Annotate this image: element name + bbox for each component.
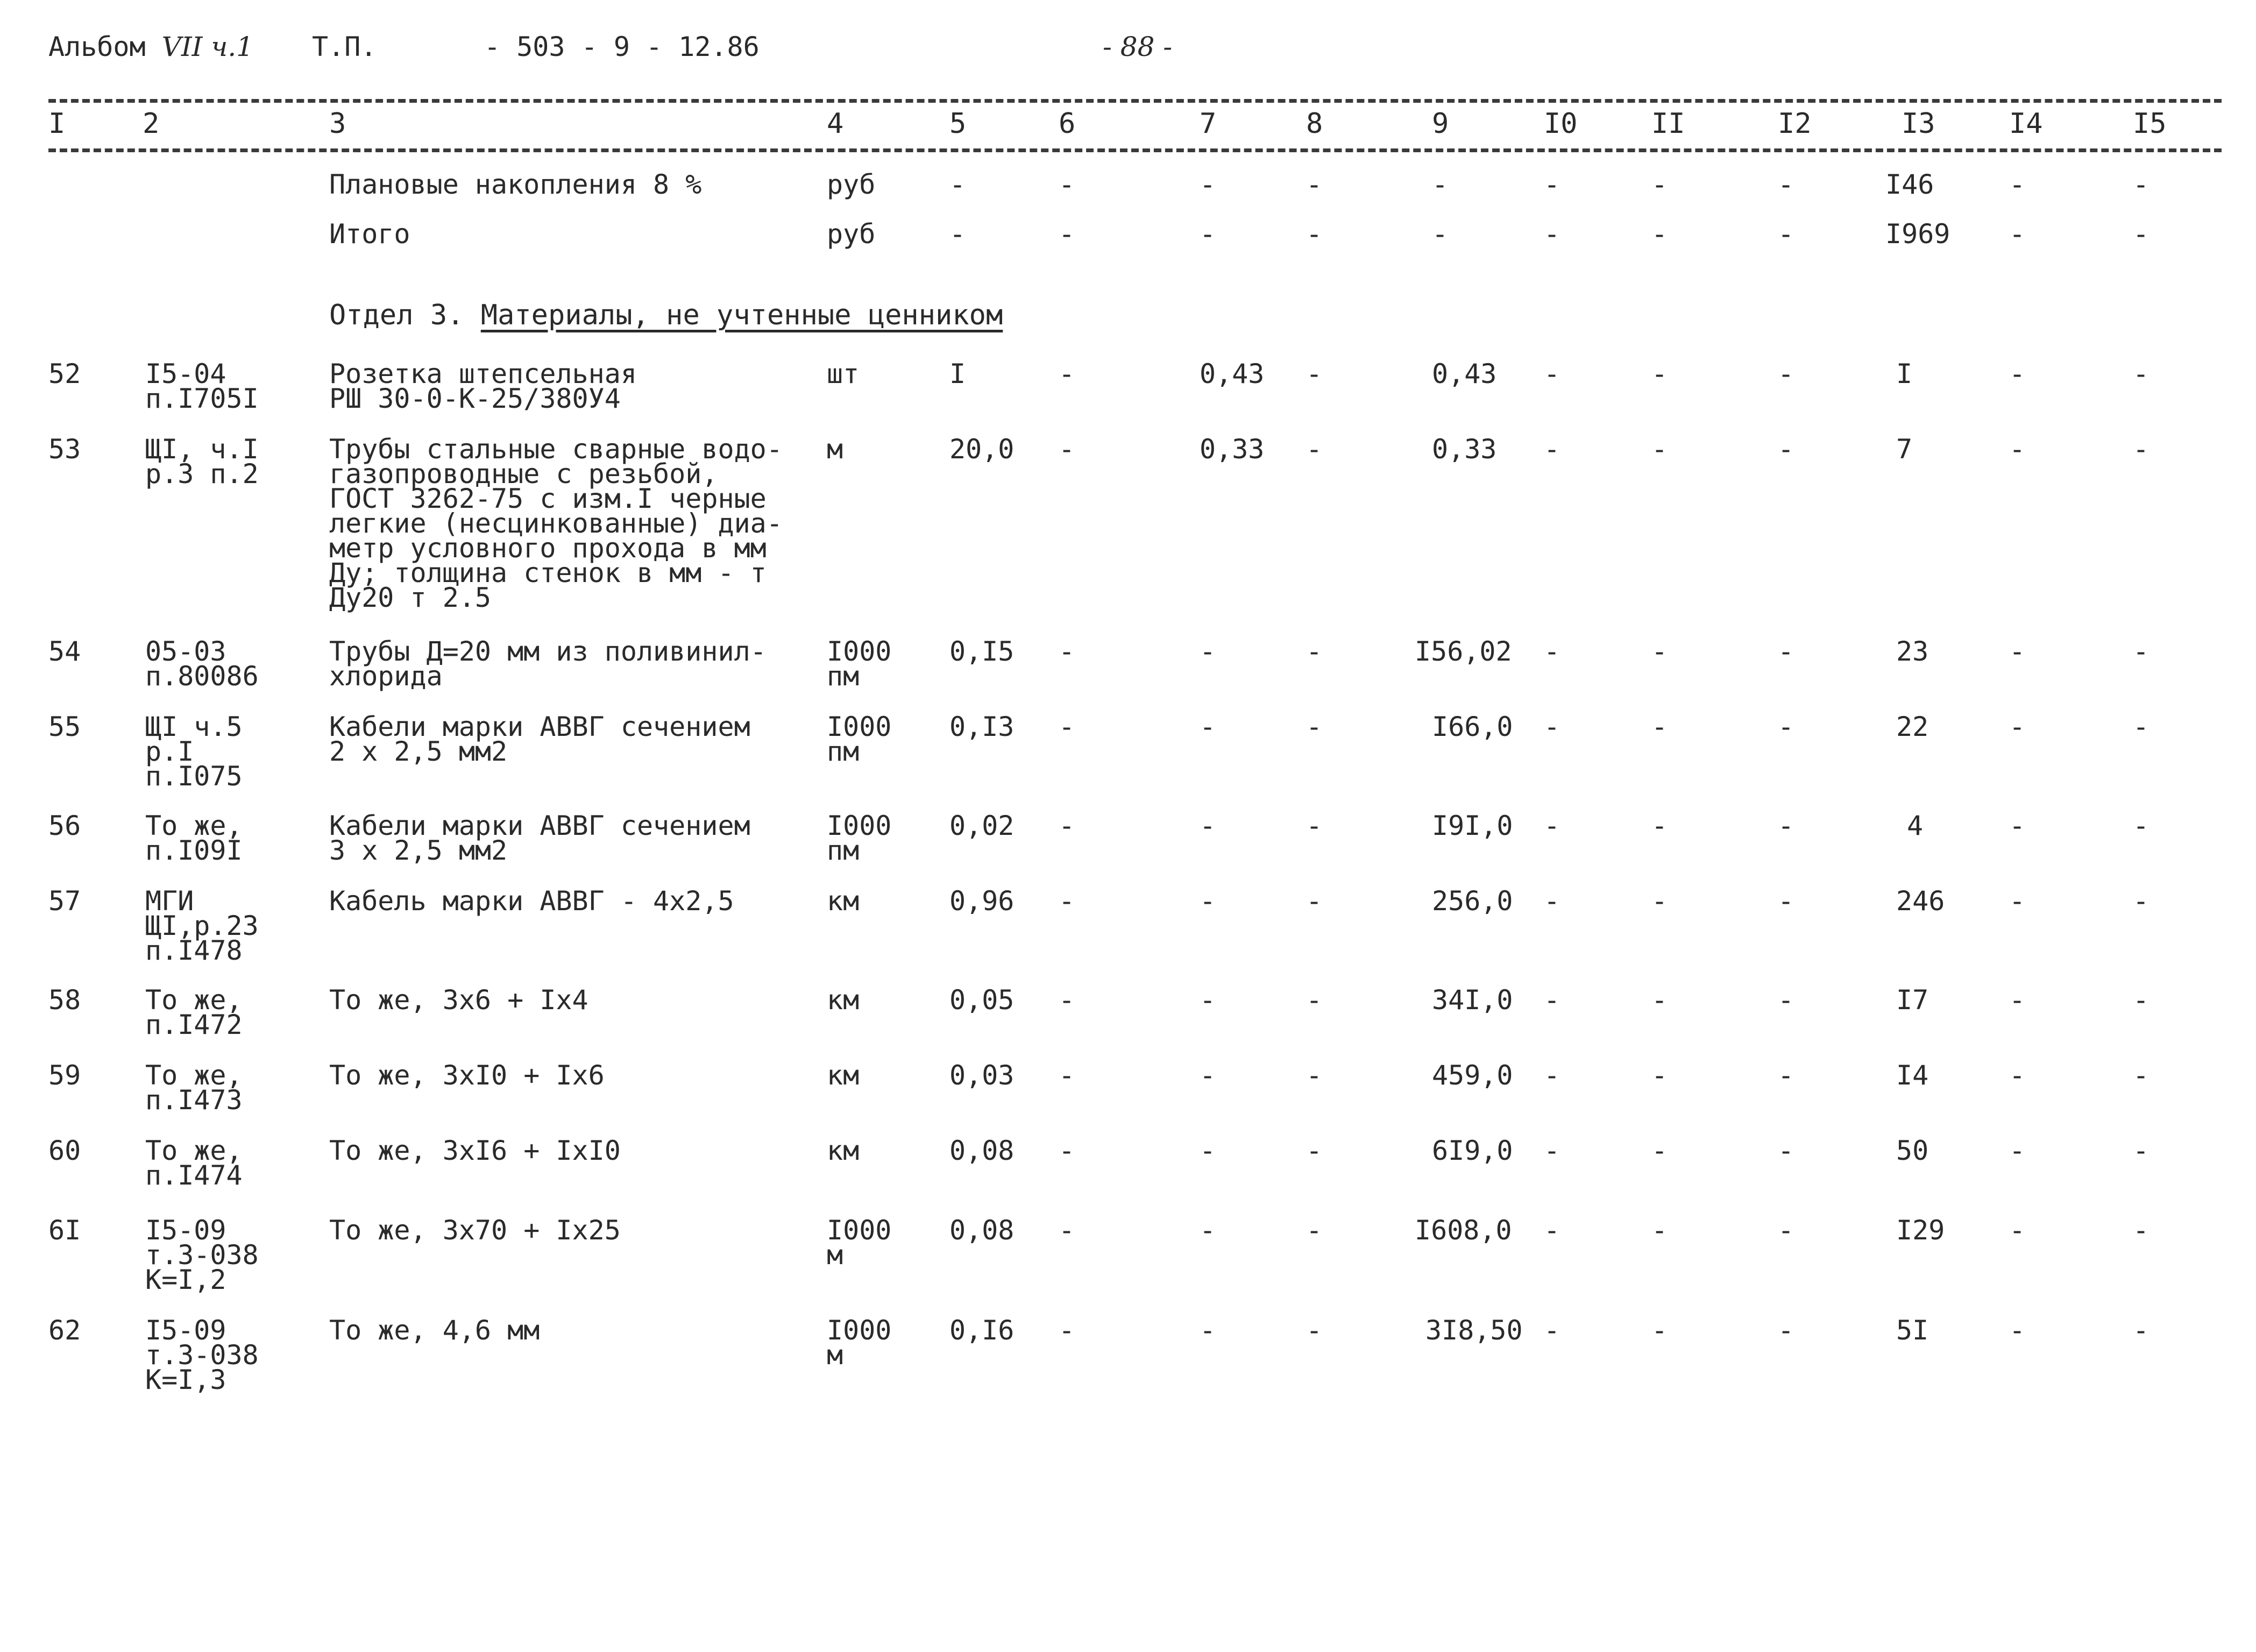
row-c11: - xyxy=(1651,1315,1668,1346)
document-number: - 503 - 9 - 12.86 xyxy=(484,31,760,62)
row-quantity: 0,I3 xyxy=(949,711,1015,742)
row-quantity: 0,02 xyxy=(949,810,1015,841)
row-c7: - xyxy=(1200,636,1216,667)
row-c13: I29 xyxy=(1896,1215,1945,1246)
summary-c10: - xyxy=(1544,218,1560,250)
row-c15: - xyxy=(2133,1135,2149,1166)
summary-c12: - xyxy=(1778,218,1794,250)
col-10: I0 xyxy=(1544,108,1578,140)
row-c11: - xyxy=(1651,358,1668,389)
col-15: I5 xyxy=(2133,108,2167,140)
row-number: 58 xyxy=(48,984,81,1016)
row-c14: - xyxy=(2009,1315,2026,1346)
col-13: I3 xyxy=(1902,108,1935,140)
row-c7: - xyxy=(1200,984,1216,1016)
row-c11: - xyxy=(1651,810,1668,841)
row-c8: - xyxy=(1306,1315,1323,1346)
table-row xyxy=(0,358,2256,442)
table-row xyxy=(0,711,2256,795)
row-c9: I608,0 xyxy=(1415,1215,1512,1246)
row-c10: - xyxy=(1544,1215,1560,1246)
summary-c7: - xyxy=(1200,218,1216,250)
table-row xyxy=(0,1315,2256,1399)
col-2: 2 xyxy=(143,108,160,140)
row-c6: - xyxy=(1059,636,1075,667)
row-c14: - xyxy=(2009,1215,2026,1246)
row-code: I5-09 т.3-038 К=I,3 xyxy=(145,1315,259,1395)
table-row xyxy=(0,1060,2256,1144)
row-c8: - xyxy=(1306,711,1323,742)
row-unit: I000 пм xyxy=(827,636,892,692)
row-c15: - xyxy=(2133,810,2149,841)
row-c9: 0,43 xyxy=(1432,358,1497,389)
table-row xyxy=(0,810,2256,894)
row-c8: - xyxy=(1306,810,1323,841)
row-name: Кабели марки АВВГ сечением 3 х 2,5 мм2 xyxy=(329,810,750,866)
summary-unit: руб xyxy=(827,169,876,200)
row-number: 6I xyxy=(48,1215,81,1246)
row-c12: - xyxy=(1778,1315,1794,1346)
row-c14: - xyxy=(2009,434,2026,465)
col-5: 5 xyxy=(949,108,967,140)
row-c7: 0,33 xyxy=(1200,434,1265,465)
row-code: ЩI, ч.I р.3 п.2 xyxy=(145,434,259,490)
row-code: То же, п.I474 xyxy=(145,1135,243,1191)
row-c7: - xyxy=(1200,1060,1216,1091)
row-unit: км xyxy=(827,1135,860,1166)
col-8: 8 xyxy=(1306,108,1323,140)
summary-c6: - xyxy=(1059,169,1075,200)
row-c7: - xyxy=(1200,885,1216,917)
row-code: 05-03 п.80086 xyxy=(145,636,259,692)
row-c6: - xyxy=(1059,810,1075,841)
table-row xyxy=(0,434,2256,613)
col-7: 7 xyxy=(1200,108,1217,140)
row-unit: км xyxy=(827,1060,860,1091)
row-c14: - xyxy=(2009,636,2026,667)
row-c13: 23 xyxy=(1896,636,1929,667)
row-code: То же, п.I473 xyxy=(145,1060,243,1116)
row-c12: - xyxy=(1778,1060,1794,1091)
row-c11: - xyxy=(1651,711,1668,742)
row-number: 54 xyxy=(48,636,81,667)
row-c11: - xyxy=(1651,885,1668,917)
row-number: 55 xyxy=(48,711,81,742)
row-c8: - xyxy=(1306,1135,1323,1166)
row-c6: - xyxy=(1059,885,1075,917)
table-row xyxy=(0,636,2256,720)
row-unit: I000 пм xyxy=(827,810,892,866)
row-c15: - xyxy=(2133,711,2149,742)
col-14: I4 xyxy=(2009,108,2043,140)
row-c8: - xyxy=(1306,434,1323,465)
row-c9: I9I,0 xyxy=(1432,810,1513,841)
row-code: I5-09 т.3-038 К=I,2 xyxy=(145,1215,259,1295)
row-c10: - xyxy=(1544,810,1560,841)
row-c12: - xyxy=(1778,711,1794,742)
header-rule-top xyxy=(48,99,2222,103)
row-c10: - xyxy=(1544,984,1560,1016)
summary-c5: - xyxy=(949,169,966,200)
section-prefix: Отдел 3. xyxy=(329,299,464,331)
row-name: То же, 3хI6 + IхI0 xyxy=(329,1135,621,1166)
row-c13: I4 xyxy=(1896,1060,1929,1091)
row-name: Кабели марки АВВГ сечением 2 х 2,5 мм2 xyxy=(329,711,750,767)
col-3: 3 xyxy=(329,108,346,140)
col-9: 9 xyxy=(1432,108,1449,140)
row-unit: I000 м xyxy=(827,1315,892,1371)
row-c10: - xyxy=(1544,1060,1560,1091)
row-unit: шт xyxy=(827,358,860,389)
row-quantity: 0,08 xyxy=(949,1215,1015,1246)
row-number: 60 xyxy=(48,1135,81,1166)
row-quantity: 0,96 xyxy=(949,885,1015,917)
row-c6: - xyxy=(1059,984,1075,1016)
row-c13: 4 xyxy=(1907,810,1924,841)
row-c9: 459,0 xyxy=(1432,1060,1513,1091)
row-c14: - xyxy=(2009,810,2026,841)
row-code: То же, п.I472 xyxy=(145,984,243,1040)
row-c15: - xyxy=(2133,885,2149,917)
row-quantity: 0,03 xyxy=(949,1060,1015,1091)
summary-c10: - xyxy=(1544,169,1560,200)
row-c11: - xyxy=(1651,1215,1668,1246)
row-code: I5-04 п.I705I xyxy=(145,358,259,414)
summary-c14: - xyxy=(2009,169,2026,200)
row-c13: 50 xyxy=(1896,1135,1929,1166)
row-quantity: 0,05 xyxy=(949,984,1015,1016)
album-volume: VII ч.1 xyxy=(161,31,254,62)
header-rule-bottom xyxy=(48,148,2222,152)
row-c10: - xyxy=(1544,711,1560,742)
summary-c11: - xyxy=(1651,218,1668,250)
row-c10: - xyxy=(1544,1135,1560,1166)
row-c13: 5I xyxy=(1896,1315,1929,1346)
row-c12: - xyxy=(1778,1135,1794,1166)
row-c9: 0,33 xyxy=(1432,434,1497,465)
row-c12: - xyxy=(1778,636,1794,667)
tp-label: Т.П. xyxy=(312,31,377,62)
row-c8: - xyxy=(1306,885,1323,917)
summary-unit: руб xyxy=(827,218,876,250)
row-c15: - xyxy=(2133,1315,2149,1346)
row-c15: - xyxy=(2133,434,2149,465)
row-c14: - xyxy=(2009,984,2026,1016)
row-c9: I66,0 xyxy=(1432,711,1513,742)
row-name: Кабель марки АВВГ - 4х2,5 xyxy=(329,885,734,917)
row-c6: - xyxy=(1059,1315,1075,1346)
row-c11: - xyxy=(1651,984,1668,1016)
row-name: То же, 4,6 мм xyxy=(329,1315,540,1346)
row-name: То же, 3х70 + Iх25 xyxy=(329,1215,621,1246)
row-c8: - xyxy=(1306,1215,1323,1246)
col-6: 6 xyxy=(1059,108,1076,140)
row-c7: - xyxy=(1200,1135,1216,1166)
table-row xyxy=(0,885,2256,969)
row-unit: м xyxy=(827,434,843,465)
summary-c14: - xyxy=(2009,218,2026,250)
row-c12: - xyxy=(1778,358,1794,389)
row-quantity: 0,I5 xyxy=(949,636,1015,667)
row-c9: I56,02 xyxy=(1415,636,1512,667)
row-code: ЩI ч.5 р.I п.I075 xyxy=(145,711,243,792)
row-name: То же, 3х6 + Iх4 xyxy=(329,984,588,1016)
summary-c15: - xyxy=(2133,218,2149,250)
summary-name: Итого xyxy=(329,218,410,250)
row-c7: - xyxy=(1200,1215,1216,1246)
row-quantity: I xyxy=(949,358,966,389)
summary-row xyxy=(0,218,2256,302)
row-c11: - xyxy=(1651,434,1668,465)
row-c12: - xyxy=(1778,434,1794,465)
row-unit: км xyxy=(827,984,860,1016)
section-heading: Материалы, не учтенные ценником xyxy=(480,299,1003,331)
row-c10: - xyxy=(1544,636,1560,667)
row-c9: 3I8,50 xyxy=(1425,1315,1523,1346)
row-c13: 7 xyxy=(1896,434,1913,465)
row-c9: 256,0 xyxy=(1432,885,1513,917)
row-c7: - xyxy=(1200,1315,1216,1346)
row-c9: 34I,0 xyxy=(1432,984,1513,1016)
row-c12: - xyxy=(1778,885,1794,917)
section-title xyxy=(329,299,1003,331)
album-word: Альбом xyxy=(48,31,146,62)
row-c7: 0,43 xyxy=(1200,358,1265,389)
row-code: МГИ ЩI,р.23 п.I478 xyxy=(145,885,259,966)
col-4: 4 xyxy=(827,108,844,140)
summary-c12: - xyxy=(1778,169,1794,200)
row-c15: - xyxy=(2133,984,2149,1016)
row-c13: I7 xyxy=(1896,984,1929,1016)
row-code: То же, п.I09I xyxy=(145,810,243,866)
row-c12: - xyxy=(1778,1215,1794,1246)
row-c8: - xyxy=(1306,358,1323,389)
row-c8: - xyxy=(1306,636,1323,667)
col-12: I2 xyxy=(1778,108,1812,140)
row-name: Трубы стальные сварные водо- газопроводные с резьбой, ГОСТ 3262-75 с изм.I черные легкие (несцинкованные) диа- метр условного прохода в мм Ду; толщина стенок в мм - т Ду20 т 2.5 xyxy=(329,434,783,613)
row-c11: - xyxy=(1651,636,1668,667)
row-number: 52 xyxy=(48,358,81,389)
row-number: 59 xyxy=(48,1060,81,1091)
row-c10: - xyxy=(1544,1315,1560,1346)
row-number: 57 xyxy=(48,885,81,917)
table-row xyxy=(0,1215,2256,1299)
summary-name: Плановые накопления 8 % xyxy=(329,169,702,200)
summary-c9: - xyxy=(1432,169,1449,200)
row-name: Трубы Д=20 мм из поливинил- хлорида xyxy=(329,636,767,692)
album-label xyxy=(48,31,253,62)
row-c8: - xyxy=(1306,1060,1323,1091)
summary-c9: - xyxy=(1432,218,1449,250)
summary-c13: I969 xyxy=(1885,218,1950,250)
col-1: I xyxy=(48,108,66,140)
row-unit: км xyxy=(827,885,860,917)
row-c6: - xyxy=(1059,711,1075,742)
row-c12: - xyxy=(1778,984,1794,1016)
row-c6: - xyxy=(1059,1060,1075,1091)
row-c10: - xyxy=(1544,434,1560,465)
row-c15: - xyxy=(2133,1215,2149,1246)
row-c13: 246 xyxy=(1896,885,1945,917)
col-11: II xyxy=(1651,108,1685,140)
row-number: 53 xyxy=(48,434,81,465)
row-c13: 22 xyxy=(1896,711,1929,742)
row-quantity: 20,0 xyxy=(949,434,1015,465)
row-quantity: 0,I6 xyxy=(949,1315,1015,1346)
summary-c6: - xyxy=(1059,218,1075,250)
summary-c7: - xyxy=(1200,169,1216,200)
row-c14: - xyxy=(2009,711,2026,742)
row-unit: I000 пм xyxy=(827,711,892,767)
row-name: То же, 3хI0 + Iх6 xyxy=(329,1060,605,1091)
row-c7: - xyxy=(1200,711,1216,742)
row-c13: I xyxy=(1896,358,1913,389)
row-c8: - xyxy=(1306,984,1323,1016)
row-c6: - xyxy=(1059,1135,1075,1166)
summary-c15: - xyxy=(2133,169,2149,200)
row-c14: - xyxy=(2009,1060,2026,1091)
row-quantity: 0,08 xyxy=(949,1135,1015,1166)
row-number: 56 xyxy=(48,810,81,841)
row-c6: - xyxy=(1059,358,1075,389)
row-c14: - xyxy=(2009,1135,2026,1166)
table-row xyxy=(0,1135,2256,1219)
row-c6: - xyxy=(1059,1215,1075,1246)
table-row xyxy=(0,984,2256,1068)
summary-c5: - xyxy=(949,218,966,250)
row-c6: - xyxy=(1059,434,1075,465)
row-c11: - xyxy=(1651,1135,1668,1166)
row-c14: - xyxy=(2009,885,2026,917)
row-name: Розетка штепсельная РШ 30-0-К-25/380У4 xyxy=(329,358,637,414)
row-c15: - xyxy=(2133,636,2149,667)
row-c11: - xyxy=(1651,1060,1668,1091)
summary-c13: I46 xyxy=(1885,169,1934,200)
summary-c11: - xyxy=(1651,169,1668,200)
row-c10: - xyxy=(1544,358,1560,389)
summary-c8: - xyxy=(1306,218,1323,250)
row-c14: - xyxy=(2009,358,2026,389)
row-c15: - xyxy=(2133,358,2149,389)
row-c9: 6I9,0 xyxy=(1432,1135,1513,1166)
row-c15: - xyxy=(2133,1060,2149,1091)
row-c7: - xyxy=(1200,810,1216,841)
page-number: - 88 - xyxy=(1103,31,1173,62)
row-number: 62 xyxy=(48,1315,81,1346)
summary-c8: - xyxy=(1306,169,1323,200)
row-c12: - xyxy=(1778,810,1794,841)
row-c10: - xyxy=(1544,885,1560,917)
row-unit: I000 м xyxy=(827,1215,892,1271)
